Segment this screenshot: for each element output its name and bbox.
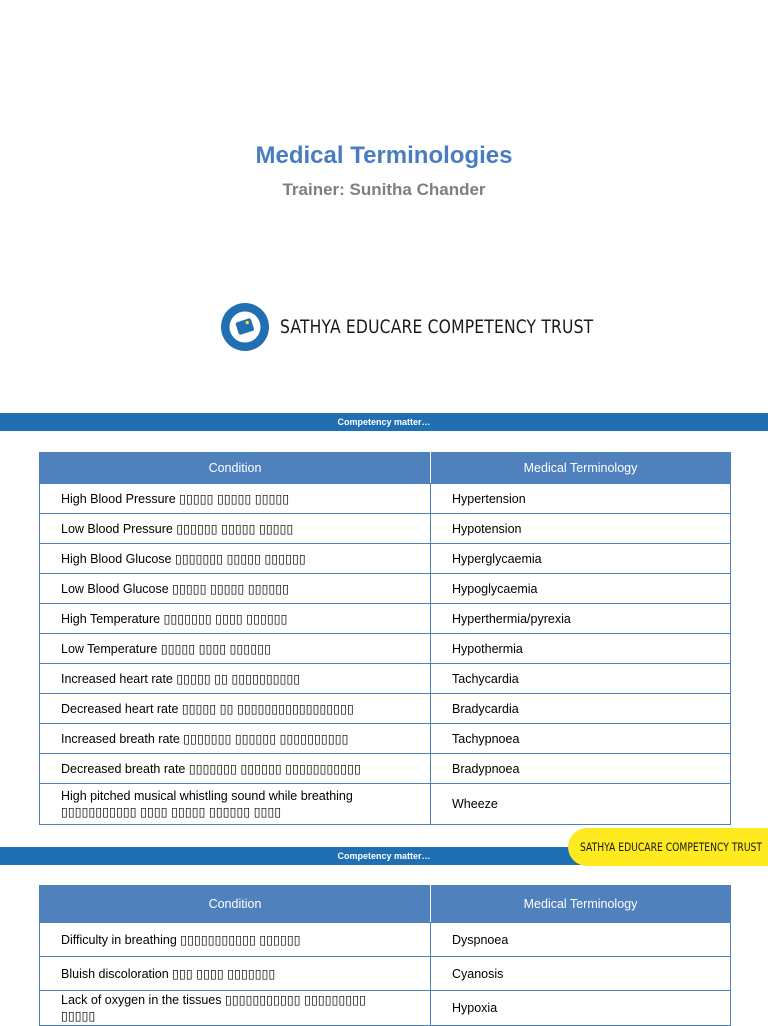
table-row [40,754,731,784]
slide-band-competency: Competency matter… [0,413,768,431]
condition-cell: High Temperature ▯▯▯▯▯▯▯ ▯▯▯▯ ▯▯▯▯▯▯ [40,604,431,634]
terminology-table-1 [39,452,731,825]
table-row [40,574,731,604]
term-cell: Bradypnoea [431,754,731,784]
condition-cell: Increased heart rate ▯▯▯▯▯ ▯▯ ▯▯▯▯▯▯▯▯▯▯ [40,664,431,694]
condition-line: High pitched musical whistling sound while breathing [61,789,353,803]
table-row [40,514,731,544]
condition-cell [40,784,431,825]
table-header-row [40,453,731,484]
table-row [40,604,731,634]
condition-cell: Low Blood Glucose ▯▯▯▯▯ ▯▯▯▯▯ ▯▯▯▯▯▯ [40,574,431,604]
organization-logo [220,302,662,352]
term-cell: Hypoxia [431,991,731,1026]
table-row [40,991,731,1026]
condition-cell: Bluish discoloration ▯▯▯ ▯▯▯▯ ▯▯▯▯▯▯▯ [40,957,431,991]
page-title: Medical Terminologies [255,142,513,169]
table-row [40,694,731,724]
condition-cell: Low Blood Pressure ▯▯▯▯▯▯ ▯▯▯▯▯ ▯▯▯▯▯ [40,514,431,544]
table-row [40,784,731,825]
slide-band-competency-2: Competency matter… [0,847,768,865]
trainer-subtitle: Trainer: Sunitha Chander [282,180,486,199]
table-row [40,544,731,574]
condition-cell: Difficulty in breathing ▯▯▯▯▯▯▯▯▯▯▯ ▯▯▯▯▯▯ [40,923,431,957]
condition-cell: Increased breath rate ▯▯▯▯▯▯▯ ▯▯▯▯▯▯ ▯▯▯▯▯▯▯▯▯▯ [40,724,431,754]
condition-cell: Decreased breath rate ▯▯▯▯▯▯▯ ▯▯▯▯▯▯ ▯▯▯▯▯▯▯▯▯▯▯ [40,754,431,784]
table-row [40,724,731,754]
table-row [40,923,731,957]
header-medical-terminology: Medical Terminology [431,886,731,923]
title-slide [0,0,768,412]
term-cell: Bradycardia [431,694,731,724]
table-row [40,484,731,514]
logo-text: SATHYA EDUCARE COMPETENCY TRUST [280,316,594,338]
term-cell: Hyperglycaemia [431,544,731,574]
table-row [40,634,731,664]
header-condition: Condition [40,886,431,923]
condition-cell: Low Temperature ▯▯▯▯▯ ▯▯▯▯ ▯▯▯▯▯▯ [40,634,431,664]
condition-line: ▯▯▯▯▯ [61,1009,96,1023]
term-cell: Tachycardia [431,664,731,694]
term-cell: Hypertension [431,484,731,514]
emblem-icon [220,302,270,352]
term-cell: Cyanosis [431,957,731,991]
term-cell: Hyperthermia/pyrexia [431,604,731,634]
condition-cell: High Blood Pressure ▯▯▯▯▯ ▯▯▯▯▯ ▯▯▯▯▯ [40,484,431,514]
table-row [40,664,731,694]
table-header-row [40,886,731,923]
condition-cell [40,991,431,1026]
condition-line: ▯▯▯▯▯▯▯▯▯▯▯ ▯▯▯▯ ▯▯▯▯▯ ▯▯▯▯▯▯ ▯▯▯▯ [61,805,282,819]
condition-line: Lack of oxygen in the tissues ▯▯▯▯▯▯▯▯▯▯▯ ▯▯▯▯▯▯▯▯▯ [61,993,367,1007]
header-medical-terminology: Medical Terminology [431,453,731,484]
term-cell: Wheeze [431,784,731,825]
badge-text: SATHYA EDUCARE COMPETENCY TRUST [580,840,763,854]
condition-cell: High Blood Glucose ▯▯▯▯▯▯▯ ▯▯▯▯▯ ▯▯▯▯▯▯ [40,544,431,574]
term-cell: Tachypnoea [431,724,731,754]
term-cell: Dyspnoea [431,923,731,957]
corner-logo-badge [568,828,768,866]
terminology-table-2 [39,885,731,1026]
header-condition: Condition [40,453,431,484]
term-cell: Hypothermia [431,634,731,664]
table-row [40,957,731,991]
condition-cell: Decreased heart rate ▯▯▯▯▯ ▯▯ ▯▯▯▯▯▯▯▯▯▯▯▯▯▯▯▯▯ [40,694,431,724]
term-cell: Hypotension [431,514,731,544]
term-cell: Hypoglycaemia [431,574,731,604]
